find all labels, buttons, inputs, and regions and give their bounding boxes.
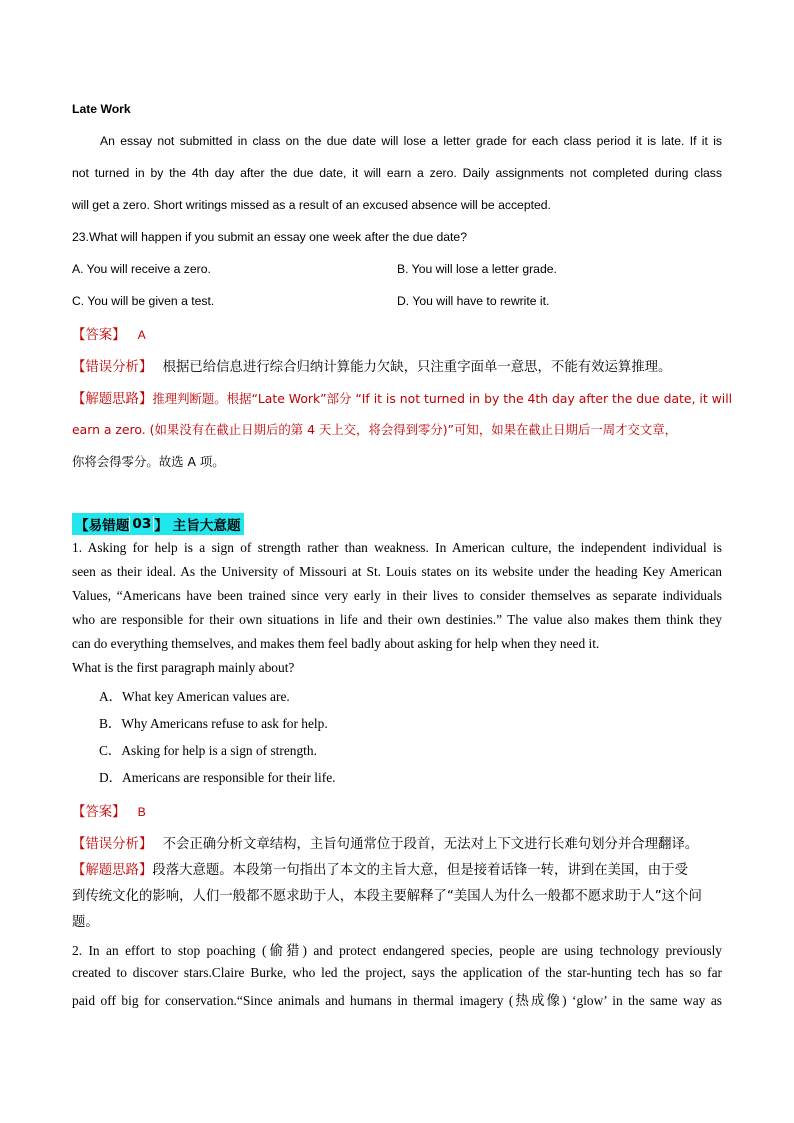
error-analysis-text: 根据已给信息进行综合归纳计算能力欠缺，只注重字面单一意思，不能有效运算推理。 — [162, 360, 672, 375]
question-23: 23.What will happen if you submit an essay one week after the due date? — [72, 230, 467, 244]
solution-text: 推理判断题。根据“Late Work”部分 “If it is not turned in by the 4th day after the due date, it will — [152, 391, 733, 406]
q1-solution-row — [72, 859, 722, 878]
solution-text: 你将会得零分。故选 A 项。 — [72, 454, 225, 469]
passage-line: An essay not submitted in class on the due date will lose a letter grade for each class period it is late. If it is — [100, 134, 722, 148]
error-analysis-tag: 【错误分析】 — [72, 360, 153, 375]
q2-line: 2. In an effort to stop poaching (偷猎) and protect endangered species, people are using technology previously — [72, 943, 722, 958]
q2-line: created to discover stars.Claire Burke, who led the project, says the application of the star-hunting tech has so far — [72, 965, 722, 980]
q1-option-d: D．Americans are responsible for their life. — [99, 770, 336, 785]
q2-line: paid off big for conservation.“Since animals and humans in thermal imagery (热成像) ‘glow’ in the same way as — [72, 993, 722, 1008]
answer-tag: 【答案】 — [72, 328, 126, 343]
q1-solution-tag: 【解题思路】 — [72, 863, 153, 878]
q1-line: who are responsible for their own situations in life and their own destinies.” The value also makes them think they — [72, 612, 722, 627]
q1-solution-text: 题。 — [72, 915, 99, 930]
q1-answer-tag: 【答案】 — [72, 805, 126, 820]
q1-line: Values, “Americans have been trained since very early in their lives to consider themselves as separate individuals — [72, 588, 722, 603]
q1-question: What is the first paragraph mainly about? — [72, 660, 295, 675]
q1-error-analysis-text: 不会正确分析文章结构，主旨句通常位于段首，无法对上下文进行长难句划分并合理翻译。 — [162, 837, 699, 852]
passage-line: will get a zero. Short writings missed as a result of an excused absence will be accepted. — [72, 198, 551, 212]
section-suffix: 】 主旨大意题 — [154, 518, 241, 534]
solution-row — [72, 388, 733, 407]
solution-tag: 【解题思路】 — [72, 392, 153, 407]
option-a: A. You will receive a zero. — [72, 262, 211, 276]
passage-line: not turned in by the 4th day after the due date, it will earn a zero. Daily assignments not completed during class — [72, 166, 722, 180]
passage-title: Late Work — [72, 102, 131, 116]
answer-row — [72, 324, 722, 344]
q1-line: can do everything themselves, and makes them feel badly about asking for help when they need it. — [72, 636, 600, 651]
q1-option-b: B．Why Americans refuse to ask for help. — [99, 716, 328, 731]
option-d: D. You will have to rewrite it. — [397, 294, 550, 308]
q1-line: seen as their ideal. As the University of Missouri at St. Louis states on its website under the heading Key American — [72, 564, 722, 579]
option-b: B. You will lose a letter grade. — [397, 262, 557, 276]
q1-solution-text: 到传统文化的影响，人们一般都不愿求助于人，本段主要解释了“美国人为什么一般都不愿求助于人”这个问 — [72, 889, 702, 904]
option-c: C. You will be given a test. — [72, 294, 215, 308]
section-number: 03 — [129, 516, 154, 532]
q1-error-analysis-tag: 【错误分析】 — [72, 837, 153, 852]
error-analysis-row — [72, 356, 722, 375]
solution-text: earn a zero. (如果没有在截止日期后的第 4 天上交，将会得到零分)”可知，如果在截止日期后一周才交文章， — [72, 422, 678, 437]
answer-value: A — [137, 328, 146, 342]
q1-answer-value: B — [137, 805, 146, 819]
q1-solution-text: 段落大意题。本段第一句指出了本文的主旨大意，但是接着话锋一转，讲到在美国，由于受 — [152, 863, 688, 878]
section-heading — [72, 513, 244, 535]
q1-option-a: A．What key American values are. — [99, 689, 290, 704]
q1-answer-row — [72, 801, 722, 821]
q1-line: 1. Asking for help is a sign of strength rather than weakness. In American culture, the independent individual is — [72, 540, 722, 555]
q1-error-analysis-row — [72, 833, 722, 852]
q1-option-c: C．Asking for help is a sign of strength. — [99, 743, 317, 758]
section-prefix: 【易错题 — [75, 518, 130, 534]
